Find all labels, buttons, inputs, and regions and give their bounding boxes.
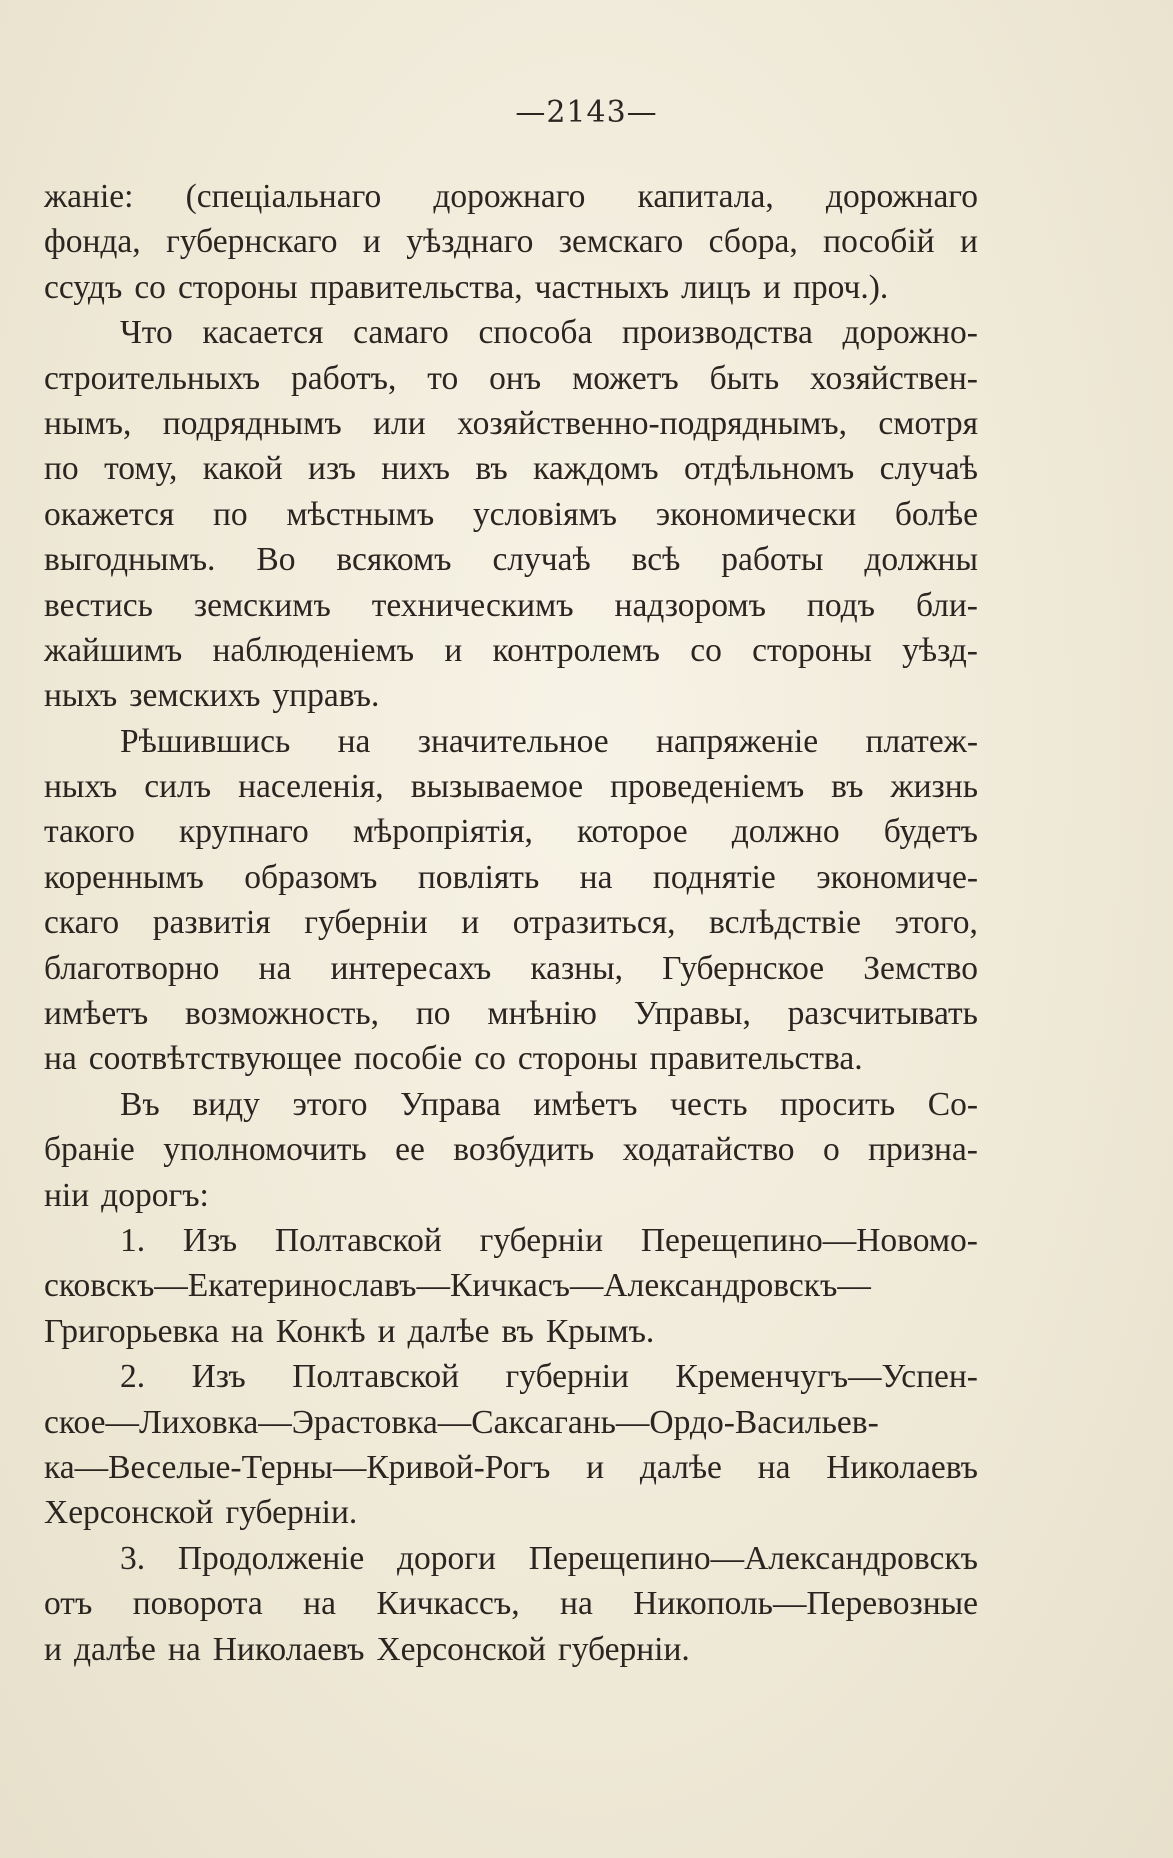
text-line: и далѣе на Николаевъ Херсонской губерніи.: [44, 1630, 690, 1668]
text-line: 2. Изъ Полтавской губерніи Кременчугъ—Успен-: [120, 1358, 978, 1396]
text-line: такого крупнаго мѣропріятія, которое должно будетъ: [44, 813, 978, 851]
text-line: сковскъ—Екатеринославъ—Кичкасъ—Александровскъ—: [44, 1267, 871, 1305]
text-line: браніе уполномочить ее возбудить ходатайство о призна-: [44, 1131, 978, 1169]
text-line: отъ поворота на Кичкассъ, на Никополь—Перевозные: [44, 1585, 978, 1623]
text-line: благотворно на интересахъ казны, Губернское Земство: [44, 949, 978, 987]
text-line: ныхъ силъ населенія, вызываемое проведеніемъ въ жизнь: [44, 768, 978, 806]
text-line: ныхъ земскихъ управъ.: [44, 677, 380, 715]
text-line: фонда, губернскаго и уѣзднаго земскаго сбора, пособій и: [44, 223, 978, 261]
text-line: окажется по мѣстнымъ условіямъ экономически болѣе: [44, 495, 978, 533]
text-line: Рѣшившись на значительное напряженіе платеж-: [120, 722, 978, 760]
text-line: ское—Лиховка—Эрастовка—Саксагань—Ордо-Васильев-: [44, 1403, 879, 1441]
page-number: —2143—: [515, 95, 658, 130]
text-line: нымъ, подряднымъ или хозяйственно-подряднымъ, смотря: [44, 404, 978, 442]
text-line: Григорьевка на Конкѣ и далѣе въ Крымъ.: [44, 1312, 655, 1350]
text-line: Въ виду этого Управа имѣетъ честь просить Со-: [120, 1085, 978, 1123]
text-line: жаніе: (спеціальнаго дорожнаго капитала, дорожнаго: [44, 178, 978, 215]
text-line: строительныхъ работъ, то онъ можетъ быть хозяйствен-: [44, 359, 978, 397]
text-line: Херсонской губерніи.: [44, 1494, 358, 1532]
text-line: Что касается самаго способа производства дорожно-: [120, 314, 978, 352]
text-line: имѣетъ возможность, по мнѣнію Управы, разсчитывать: [44, 995, 978, 1033]
text-line: по тому, какой изъ нихъ въ каждомъ отдѣльномъ случаѣ: [44, 450, 978, 488]
text-line: ссудъ со стороны правительства, частныхъ лицъ и проч.).: [44, 268, 889, 306]
body-text: [44, 174, 978, 1672]
text-line: 1. Изъ Полтавской губерніи Перещепино—Новомо-: [120, 1221, 978, 1259]
text-line: скаго развитія губерніи и отразиться, вслѣдствіе этого,: [44, 904, 978, 942]
text-line: вестись земскимъ техническимъ надзоромъ подъ бли-: [44, 586, 978, 624]
text-line: жайшимъ наблюденіемъ и контролемъ со стороны уѣзд-: [44, 631, 978, 669]
text-line: ка—Веселые-Терны—Кривой-Рогъ и далѣе на Николаевъ: [44, 1448, 978, 1486]
text-line: кореннымъ образомъ повліять на поднятіе экономиче-: [44, 858, 978, 896]
text-line: выгоднымъ. Во всякомъ случаѣ всѣ работы должны: [44, 541, 978, 579]
text-line: ніи дорогъ:: [44, 1176, 209, 1214]
text-line: 3. Продолженіе дороги Перещепино—Александровскъ: [120, 1539, 978, 1577]
text-line: на соотвѣтствующее пособіе со стороны правительства.: [44, 1040, 863, 1078]
